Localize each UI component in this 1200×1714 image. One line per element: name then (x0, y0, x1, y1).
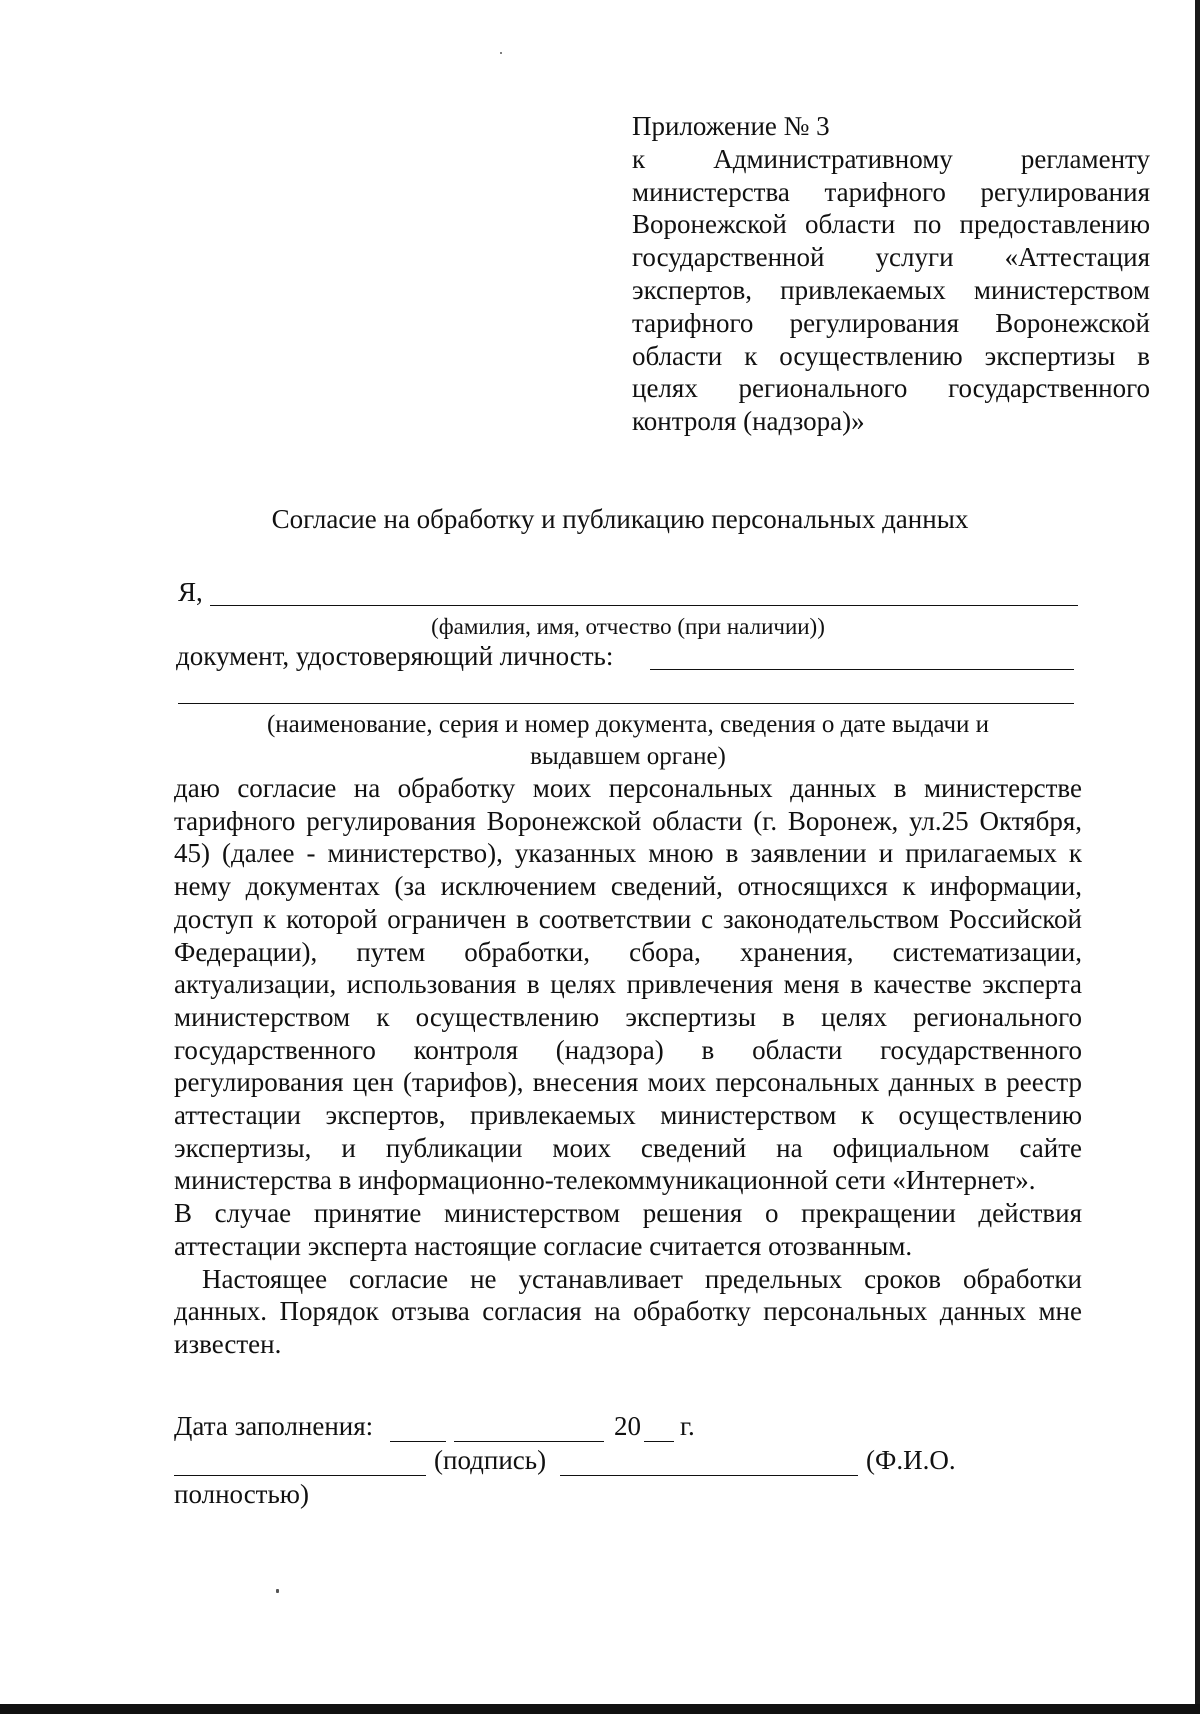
document-title (0, 502, 1200, 536)
fio-full-hint-tail: полностью) (174, 1479, 309, 1509)
year-prefix: 20 (614, 1411, 641, 1441)
appendix-line: области к осуществлению экспертизы в (632, 340, 1150, 371)
document-title-text: Согласие на обработку и публикацию персональных данных (271, 504, 969, 534)
appendix-line: министерства тарифного регулирования (632, 176, 1150, 207)
year-blank-line[interactable] (644, 1441, 674, 1442)
doc-label: документ, удостоверяющий личность: (176, 641, 614, 671)
fio-full-blank-line[interactable] (560, 1475, 858, 1476)
appendix-block (632, 110, 1150, 438)
consent-paragraph-3: Настоящее согласие не устанавливает предельных сроков обработки данных. Порядок отзыва согласия на обработку персональных данных мне известен. (174, 1263, 1082, 1359)
consent-paragraph-1: даю согласие на обработку моих персональных данных в министерстве тарифного регулирования Воронежской области (г. Воронеж, ул.25 Октября, 45) (далее - министерство), указанных мною в заявлении и прилагаемых к нему документах (за исключением сведений, относящихся к информации, доступ к которой ограничен в соответствии с законодательством Российской Федерации), путем обработки, сбора, хранения, систематизации, актуализации, использования в целях привлечения меня в качестве эксперта министерством к осуществлению экспертизы в целях регионального государственного контроля (надзора) в области государственного регулирования цен (тарифов), внесения моих персональных данных в реестр аттестации экспертов, привлекаемых министерством к осуществлению экспертизы, и публикации моих сведений на официальном сайте министерства в информационно-телекоммуникационной сети «Интернет». (174, 773, 1082, 1196)
signature-blank-line[interactable] (174, 1475, 426, 1476)
appendix-line: экспертов, привлекаемых министерством (632, 274, 1150, 305)
fio-blank-line[interactable] (210, 605, 1078, 606)
doc-hint-line2: выдавшем органе) (530, 743, 726, 770)
appendix-heading: Приложение № 3 (632, 111, 830, 141)
ya-label: Я, (178, 577, 203, 607)
scan-dust (500, 52, 502, 54)
consent-text (174, 772, 1082, 1361)
month-blank-line[interactable] (454, 1441, 604, 1442)
scan-edge-right (1195, 0, 1200, 1714)
signature-hint: (подпись) (434, 1445, 547, 1475)
scan-dust (276, 1589, 279, 1593)
doc-hint-line1: (наименование, серия и номер документа, сведения о дате выдачи и (266, 711, 990, 738)
date-label: Дата заполнения: (174, 1411, 374, 1441)
scan-edge-bottom (0, 1704, 1200, 1714)
consent-paragraph-2: В случае принятие министерством решения о прекращении действия аттестации эксперта настоящие согласие считается отозванным. (174, 1198, 1082, 1261)
appendix-line: государственной услуги «Аттестация (632, 242, 1150, 273)
fio-hint: (фамилия, имя, отчество (при наличии)) (431, 614, 825, 639)
date-row (174, 1410, 373, 1442)
doc-blank-line-2[interactable] (178, 703, 1074, 704)
appendix-line: Воронежской области по предоставлению (632, 209, 1150, 240)
appendix-line: к Административному регламенту (632, 143, 1150, 174)
fio-full-hint: (Ф.И.О. (866, 1445, 956, 1475)
appendix-line: целях регионального государственного (632, 373, 1150, 404)
appendix-line: контроля (надзора)» (632, 406, 865, 437)
appendix-line: тарифного регулирования Воронежской (632, 307, 1150, 338)
doc-blank-line[interactable] (650, 669, 1074, 670)
day-blank-line[interactable] (390, 1441, 446, 1442)
year-suffix: г. (680, 1411, 695, 1441)
